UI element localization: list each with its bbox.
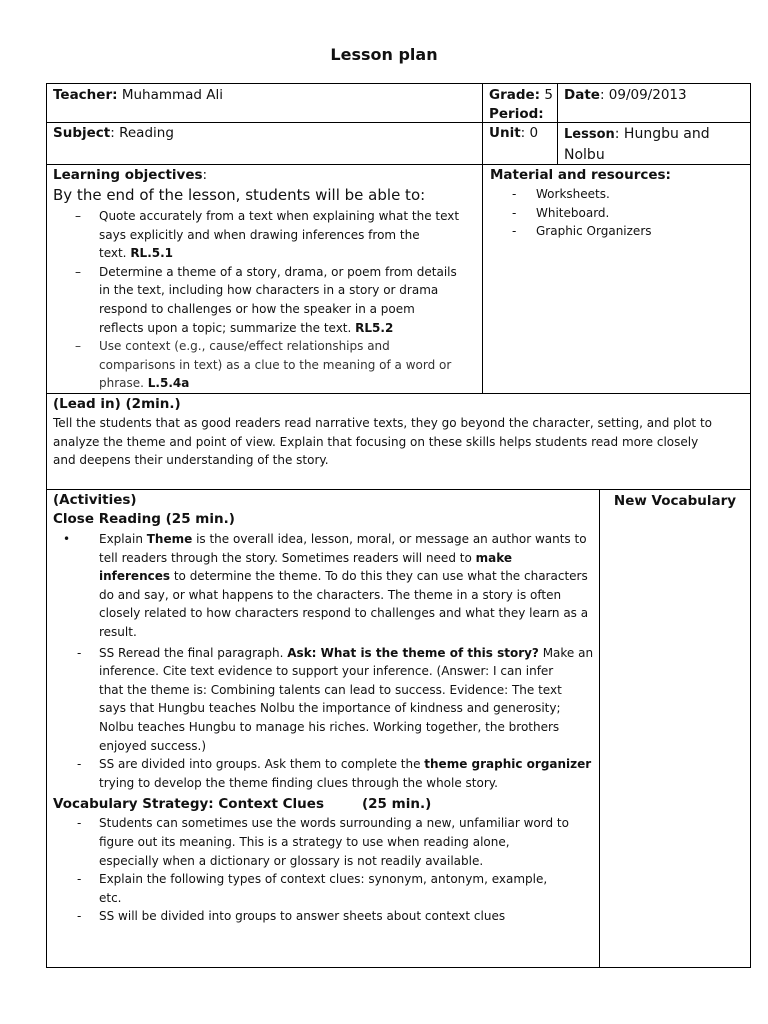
materials-heading: Material and resources:	[490, 167, 671, 183]
step-item	[53, 814, 597, 870]
dash-marker: -	[512, 224, 517, 239]
objective-item	[53, 207, 479, 263]
subject-cell	[53, 124, 478, 143]
objectives-cell	[53, 166, 479, 393]
keyword: Theme	[146, 532, 193, 546]
vocab-strategy-title: Vocabulary Strategy: Context Clues	[53, 796, 324, 813]
bullet-marker: •	[63, 532, 71, 546]
activities-cell	[53, 491, 597, 926]
activities-heading: (Activities)	[53, 492, 137, 508]
lesson-value-2: Nolbu	[564, 147, 605, 163]
dash-marker: -	[77, 872, 82, 887]
unit-value: : 0	[520, 125, 539, 141]
text: to determine the theme. To do this they can use what the characters	[170, 569, 588, 584]
lesson-label: Lesson	[564, 127, 615, 142]
close-reading-steps	[53, 644, 597, 793]
period-label: Period:	[489, 106, 544, 122]
keyword: make	[475, 550, 513, 565]
dash-marker: –	[75, 264, 81, 279]
objective-line: Quote accurately from a text when explaining what the text	[99, 209, 460, 223]
objective-line: in the text, including how characters in a story or drama	[99, 283, 439, 298]
materials-cell	[490, 166, 748, 241]
text: that the theme is: Combining talents can lead to success. Evidence: The text	[99, 682, 562, 697]
objectives-heading: Learning objectives	[53, 167, 203, 183]
grade-label: Grade:	[489, 87, 541, 103]
divider	[482, 84, 483, 393]
lead-in-cell	[53, 395, 749, 470]
step-item	[53, 907, 597, 926]
text: tell readers through the story. Sometimes readers will need to	[99, 550, 476, 565]
grade-cell	[489, 86, 555, 124]
teacher-label: Teacher:	[53, 87, 118, 103]
vocab-strategy-heading	[53, 795, 597, 814]
text: Explain	[99, 532, 147, 546]
vocab-strategy-time: (25 min.)	[361, 796, 432, 813]
text: figure out its meaning. This is a strategy to use when reading alone,	[99, 834, 510, 849]
divider	[47, 122, 750, 123]
objective-item	[53, 337, 479, 393]
vocab-strategy-steps	[53, 814, 597, 926]
text: especially when a dictionary or glossary is not readily available.	[99, 853, 484, 868]
objectives-list	[53, 207, 479, 393]
new-vocabulary-heading: New Vocabulary	[613, 493, 737, 509]
text: says that Hungbu teaches Nolbu the importance of kindness and generosity;	[99, 701, 561, 716]
text: inference. Cite text evidence to support your inference. (Answer: I can infer	[99, 664, 554, 679]
text: SS will be divided into groups to answer sheets about context clues	[99, 909, 506, 924]
unit-cell	[489, 124, 555, 143]
objectives-intro: By the end of the lesson, students will be able to:	[53, 186, 426, 204]
dash-marker: -	[512, 205, 517, 220]
subject-label: Subject	[53, 125, 111, 141]
objective-line: Use context (e.g., cause/effect relationships and	[99, 339, 390, 354]
unit-label: Unit	[489, 125, 521, 141]
material-item	[490, 204, 748, 223]
divider	[47, 393, 750, 394]
lesson-plan-table	[46, 83, 751, 968]
material-label: Whiteboard.	[536, 205, 610, 220]
dash-marker: -	[77, 757, 82, 772]
text: Students can sometimes use the words surrounding a new, unfamiliar word to	[99, 816, 569, 831]
lead-in-line: analyze the theme and point of view. Explain that focusing on these skills helps students read more closely	[53, 434, 699, 449]
material-label: Worksheets.	[536, 187, 610, 201]
objectives-heading-colon: :	[202, 167, 208, 183]
step-item	[53, 870, 597, 907]
lesson-value: : Hungbu and	[614, 126, 710, 142]
standard-code: RL.5.1	[130, 246, 174, 261]
dash-marker: -	[512, 187, 517, 201]
text: do and say, or what happens to the characters. The theme in a story is often	[99, 587, 562, 602]
text: enjoyed success.)	[99, 738, 207, 753]
page-title: Lesson plan	[330, 45, 438, 64]
lead-in-heading: (Lead in) (2min.)	[53, 396, 181, 412]
theme-bullet-item	[53, 530, 597, 642]
objective-line: phrase.	[99, 376, 148, 391]
objective-line: text.	[99, 246, 131, 261]
step-item	[53, 644, 597, 756]
teacher-value: Muhammad Ali	[121, 87, 224, 103]
objective-line: comparisons in text) as a clue to the meaning of a word or	[99, 357, 452, 372]
text: Explain the following types of context clues: synonym, antonym, example,	[99, 872, 548, 887]
dash-marker: -	[77, 645, 82, 660]
lead-in-line: and deepens their understanding of the story.	[53, 453, 329, 468]
standard-code: RL5.2	[355, 320, 394, 335]
date-label: Date	[564, 87, 600, 103]
text: Make an	[538, 645, 594, 660]
materials-list	[490, 185, 748, 241]
objective-line: reflects upon a topic; summarize the text.	[99, 320, 356, 335]
divider	[47, 489, 750, 490]
material-item	[490, 185, 748, 204]
keyword: theme graphic organizer	[424, 757, 592, 772]
subject-value: : Reading	[110, 125, 174, 141]
text: result.	[99, 624, 137, 639]
material-item	[490, 222, 748, 241]
text: is the overall idea, lesson, moral, or message an author wants to	[192, 532, 587, 546]
divider	[599, 489, 600, 967]
divider	[557, 84, 558, 164]
objective-line: says explicitly and when drawing inferences from the	[99, 227, 420, 242]
text: SS Reread the final paragraph.	[99, 645, 288, 660]
objective-line: respond to challenges or how the speaker in a poem	[99, 301, 415, 316]
lead-in-line: Tell the students that as good readers read narrative texts, they go beyond the character, setting, and plot to	[53, 416, 712, 430]
objective-line: Determine a theme of a story, drama, or poem from details	[99, 264, 457, 279]
keyword: inferences	[99, 569, 171, 584]
close-reading-heading: Close Reading (25 min.)	[53, 511, 235, 527]
objective-item	[53, 263, 479, 337]
dash-marker: –	[75, 339, 81, 354]
date-value: : 09/09/2013	[599, 87, 687, 103]
dash-marker: –	[75, 209, 81, 223]
dash-marker: -	[77, 909, 82, 924]
text: SS are divided into groups. Ask them to complete the	[99, 757, 425, 772]
grade-value: 5	[544, 87, 553, 103]
text: etc.	[99, 890, 122, 905]
material-label: Graphic Organizers	[536, 224, 652, 239]
dash-marker: -	[77, 816, 82, 831]
text: closely related to how characters respond to challenges and what they learn as a	[99, 606, 589, 621]
text: trying to develop the theme finding clues through the whole story.	[99, 775, 498, 790]
lesson-cell	[564, 124, 749, 166]
teacher-cell	[53, 86, 478, 105]
step-item	[53, 755, 597, 792]
text: Nolbu teaches Hungbu to manage his riches. Working together, the brothers	[99, 719, 560, 734]
date-cell	[564, 86, 749, 105]
keyword: Ask: What is the theme of this story?	[287, 645, 539, 660]
standard-code: L.5.4a	[147, 376, 190, 391]
